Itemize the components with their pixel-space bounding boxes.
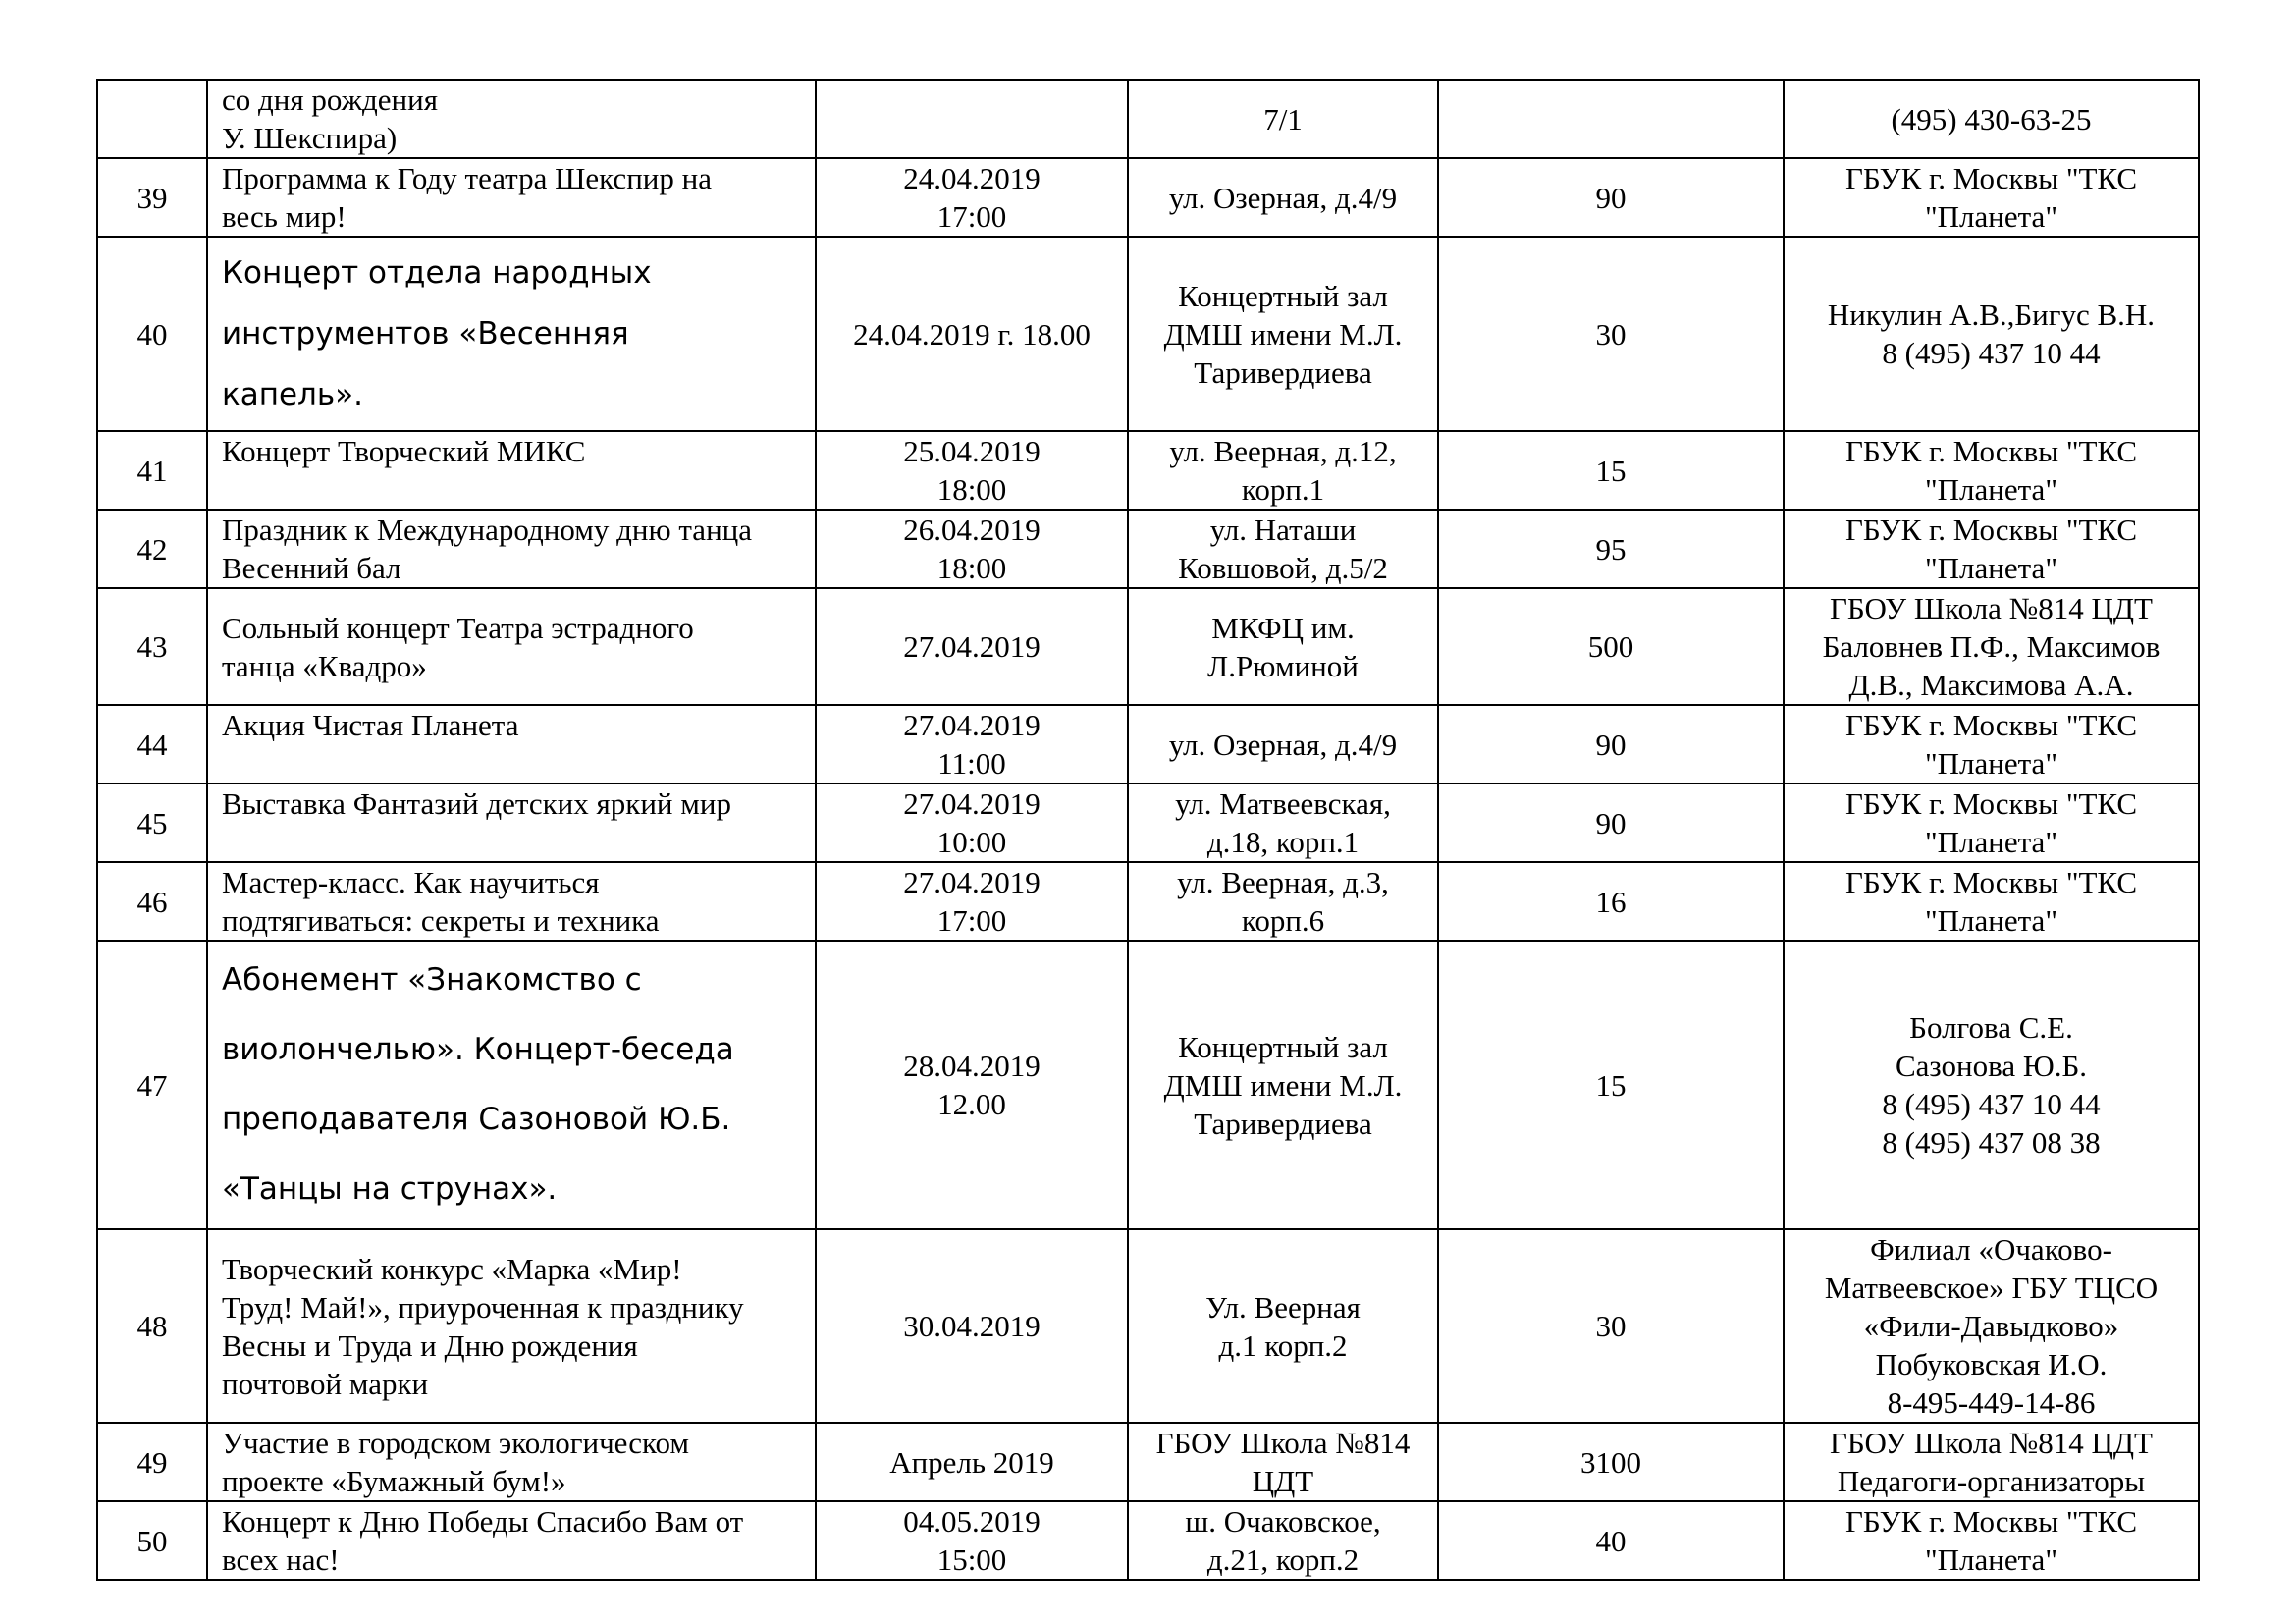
event-title: Концерт отдела народных инструментов «Весенняя капель».: [207, 237, 816, 431]
row-number: [97, 80, 207, 158]
table-row: [97, 941, 2199, 1229]
event-date: 27.04.2019 10:00: [816, 784, 1128, 862]
event-organizer: ГБУК г. Москвы "ТКС "Планета": [1784, 1501, 2199, 1580]
table-row: [97, 1501, 2199, 1580]
table-row: [97, 862, 2199, 941]
event-date: 04.05.2019 15:00: [816, 1501, 1128, 1580]
event-organizer: ГБУК г. Москвы "ТКС "Планета": [1784, 510, 2199, 588]
table-row: [97, 1423, 2199, 1501]
table-row: [97, 80, 2199, 158]
event-organizer: ГБОУ Школа №814 ЦДТ Баловнев П.Ф., Максимов Д.В., Максимова А.А.: [1784, 588, 2199, 705]
row-number: 47: [97, 941, 207, 1229]
event-organizer: ГБУК г. Москвы "ТКС "Планета": [1784, 862, 2199, 941]
event-organizer: ГБУК г. Москвы "ТКС "Планета": [1784, 705, 2199, 784]
event-title: Творческий конкурс «Марка «Мир! Труд! Май!», приуроченная к празднику Весны и Труда и Дню рождения почтовой марки: [207, 1229, 816, 1423]
event-count: 95: [1438, 510, 1784, 588]
event-date: 28.04.2019 12.00: [816, 941, 1128, 1229]
event-count: [1438, 80, 1784, 158]
table-row: [97, 705, 2199, 784]
event-title: Концерт к Дню Победы Спасибо Вам от всех нас!: [207, 1501, 816, 1580]
event-place: ул. Веерная, д.12, корп.1: [1128, 431, 1438, 510]
table-row: [97, 784, 2199, 862]
event-count: 40: [1438, 1501, 1784, 1580]
row-number: 40: [97, 237, 207, 431]
event-title: Акция Чистая Планета: [207, 705, 816, 784]
event-count: 90: [1438, 705, 1784, 784]
event-date: 30.04.2019: [816, 1229, 1128, 1423]
event-place: Ул. Веерная д.1 корп.2: [1128, 1229, 1438, 1423]
event-place: ул. Озерная, д.4/9: [1128, 158, 1438, 237]
event-title: со дня рождения У. Шекспира): [207, 80, 816, 158]
event-date: 25.04.2019 18:00: [816, 431, 1128, 510]
event-place: ул. Матвеевская, д.18, корп.1: [1128, 784, 1438, 862]
event-count: 30: [1438, 1229, 1784, 1423]
row-number: 42: [97, 510, 207, 588]
table-row: [97, 431, 2199, 510]
event-count: 30: [1438, 237, 1784, 431]
row-number: 48: [97, 1229, 207, 1423]
event-date: 24.04.2019 г. 18.00: [816, 237, 1128, 431]
event-title: Программа к Году театра Шекспир на весь мир!: [207, 158, 816, 237]
row-number: 49: [97, 1423, 207, 1501]
table-row: [97, 158, 2199, 237]
event-place: ул. Наташи Ковшовой, д.5/2: [1128, 510, 1438, 588]
event-title: Праздник к Международному дню танца Весенний бал: [207, 510, 816, 588]
event-date: 27.04.2019 17:00: [816, 862, 1128, 941]
event-title: Участие в городском экологическом проекте «Бумажный бум!»: [207, 1423, 816, 1501]
event-count: 16: [1438, 862, 1784, 941]
event-title: Абонемент «Знакомство с виолончелью». Концерт-беседа преподавателя Сазоновой Ю.Б. «Танцы на струнах».: [207, 941, 816, 1229]
event-place: ул. Веерная, д.3, корп.6: [1128, 862, 1438, 941]
event-count: 90: [1438, 784, 1784, 862]
events-table: [96, 79, 2200, 1581]
table-row: [97, 510, 2199, 588]
event-organizer: ГБУК г. Москвы "ТКС "Планета": [1784, 431, 2199, 510]
row-number: 43: [97, 588, 207, 705]
row-number: 46: [97, 862, 207, 941]
event-date: 26.04.2019 18:00: [816, 510, 1128, 588]
event-place: ГБОУ Школа №814 ЦДТ: [1128, 1423, 1438, 1501]
event-organizer: Филиал «Очаково- Матвеевское» ГБУ ТЦСО «Фили-Давыдково» Побуковская И.О. 8-495-449-14-86: [1784, 1229, 2199, 1423]
event-count: 15: [1438, 431, 1784, 510]
row-number: 45: [97, 784, 207, 862]
row-number: 41: [97, 431, 207, 510]
event-count: 3100: [1438, 1423, 1784, 1501]
event-organizer: ГБОУ Школа №814 ЦДТ Педагоги-организаторы: [1784, 1423, 2199, 1501]
table-row: [97, 1229, 2199, 1423]
event-count: 500: [1438, 588, 1784, 705]
event-title: Выставка Фантазий детских яркий мир: [207, 784, 816, 862]
event-date: Апрель 2019: [816, 1423, 1128, 1501]
event-place: Концертный зал ДМШ имени М.Л. Таривердиева: [1128, 941, 1438, 1229]
table-row: [97, 237, 2199, 431]
event-date: 27.04.2019: [816, 588, 1128, 705]
row-number: 39: [97, 158, 207, 237]
event-date: 24.04.2019 17:00: [816, 158, 1128, 237]
event-organizer: ГБУК г. Москвы "ТКС "Планета": [1784, 158, 2199, 237]
event-count: 15: [1438, 941, 1784, 1229]
event-place: ул. Озерная, д.4/9: [1128, 705, 1438, 784]
row-number: 44: [97, 705, 207, 784]
event-date: 27.04.2019 11:00: [816, 705, 1128, 784]
event-title: Сольный концерт Театра эстрадного танца «Квадро»: [207, 588, 816, 705]
event-organizer: ГБУК г. Москвы "ТКС "Планета": [1784, 784, 2199, 862]
event-date: [816, 80, 1128, 158]
table-row: [97, 588, 2199, 705]
event-title: Мастер-класс. Как научиться подтягиваться: секреты и техника: [207, 862, 816, 941]
event-title: Концерт Творческий МИКС: [207, 431, 816, 510]
event-place: Концертный зал ДМШ имени М.Л. Таривердиева: [1128, 237, 1438, 431]
event-place: 7/1: [1128, 80, 1438, 158]
event-organizer: Никулин А.В.,Бигус В.Н. 8 (495) 437 10 44: [1784, 237, 2199, 431]
event-place: ш. Очаковское, д.21, корп.2: [1128, 1501, 1438, 1580]
event-organizer: (495) 430-63-25: [1784, 80, 2199, 158]
row-number: 50: [97, 1501, 207, 1580]
event-organizer: Болгова С.Е. Сазонова Ю.Б. 8 (495) 437 10 44 8 (495) 437 08 38: [1784, 941, 2199, 1229]
event-count: 90: [1438, 158, 1784, 237]
event-place: МКФЦ им. Л.Рюминой: [1128, 588, 1438, 705]
